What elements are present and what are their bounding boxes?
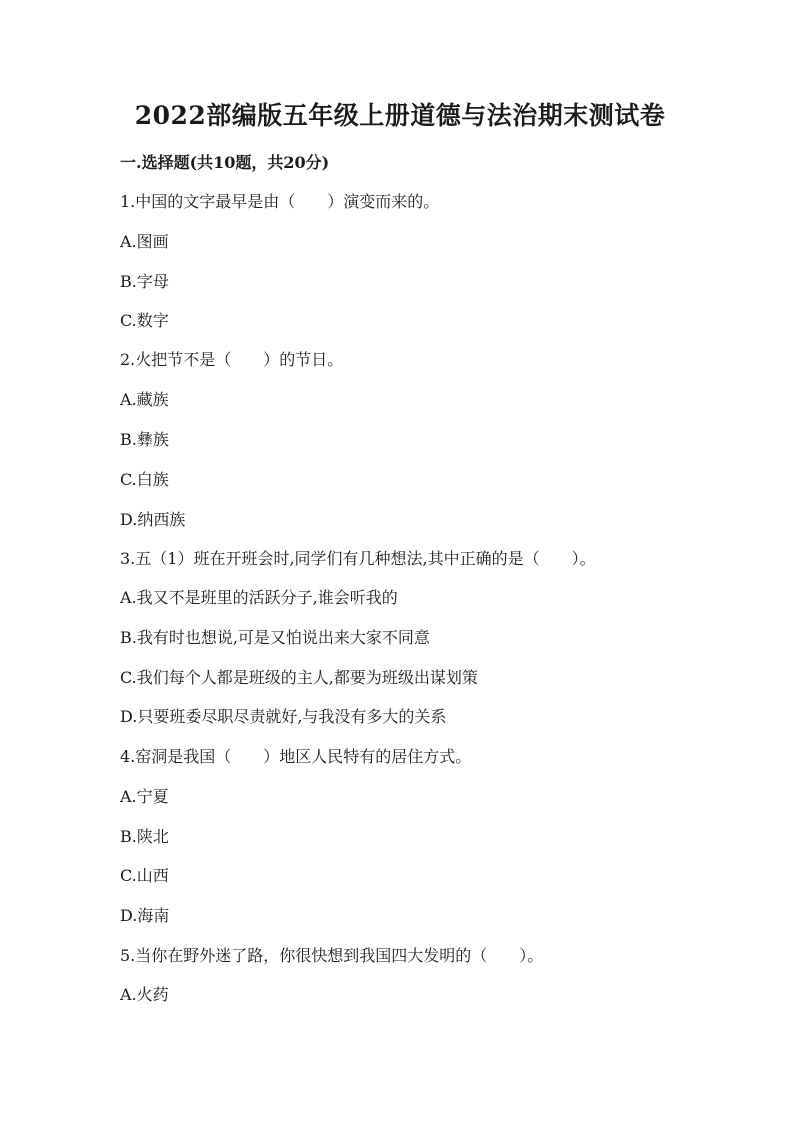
option-item: A.火药 bbox=[120, 985, 169, 1004]
option-item: C.我们每个人都是班级的主人,都要为班级出谋划策 bbox=[120, 668, 478, 687]
option-item: C.数字 bbox=[120, 311, 169, 330]
page-title: 2022部编版五年级上册道德与法治期末测试卷 bbox=[134, 101, 666, 130]
option-item: B.彝族 bbox=[120, 430, 169, 449]
question-stem: 5.当你在野外迷了路，你很快想到我国四大发明的（ ）。 bbox=[120, 946, 544, 965]
option-item: C.白族 bbox=[120, 470, 169, 489]
option-item: A.宁夏 bbox=[120, 787, 169, 806]
option-item: A.我又不是班里的活跃分子,谁会听我的 bbox=[120, 588, 398, 607]
question-stem: 1.中国的文字最早是由（ ）演变而来的。 bbox=[120, 192, 440, 211]
option-item: B.字母 bbox=[120, 272, 169, 291]
section-heading: 一.选择题(共10题，共20分) bbox=[120, 153, 330, 172]
question-stem: 3.五（1）班在开班会时,同学们有几种想法,其中正确的是（ ）。 bbox=[120, 549, 596, 568]
option-item: A.藏族 bbox=[120, 390, 169, 409]
option-item: C.山西 bbox=[120, 866, 169, 885]
question-stem: 2.火把节不是（ ）的节日。 bbox=[120, 350, 344, 369]
option-item: B.我有时也想说,可是又怕说出来大家不同意 bbox=[120, 628, 430, 647]
option-item: D.纳西族 bbox=[120, 510, 186, 529]
question-stem: 4.窑洞是我国（ ）地区人民特有的居住方式。 bbox=[120, 747, 472, 766]
option-item: B.陕北 bbox=[120, 827, 169, 846]
option-item: D.只要班委尽职尽责就好,与我没有多大的关系 bbox=[120, 707, 447, 726]
option-item: A.图画 bbox=[120, 232, 169, 251]
option-item: D.海南 bbox=[120, 906, 170, 925]
